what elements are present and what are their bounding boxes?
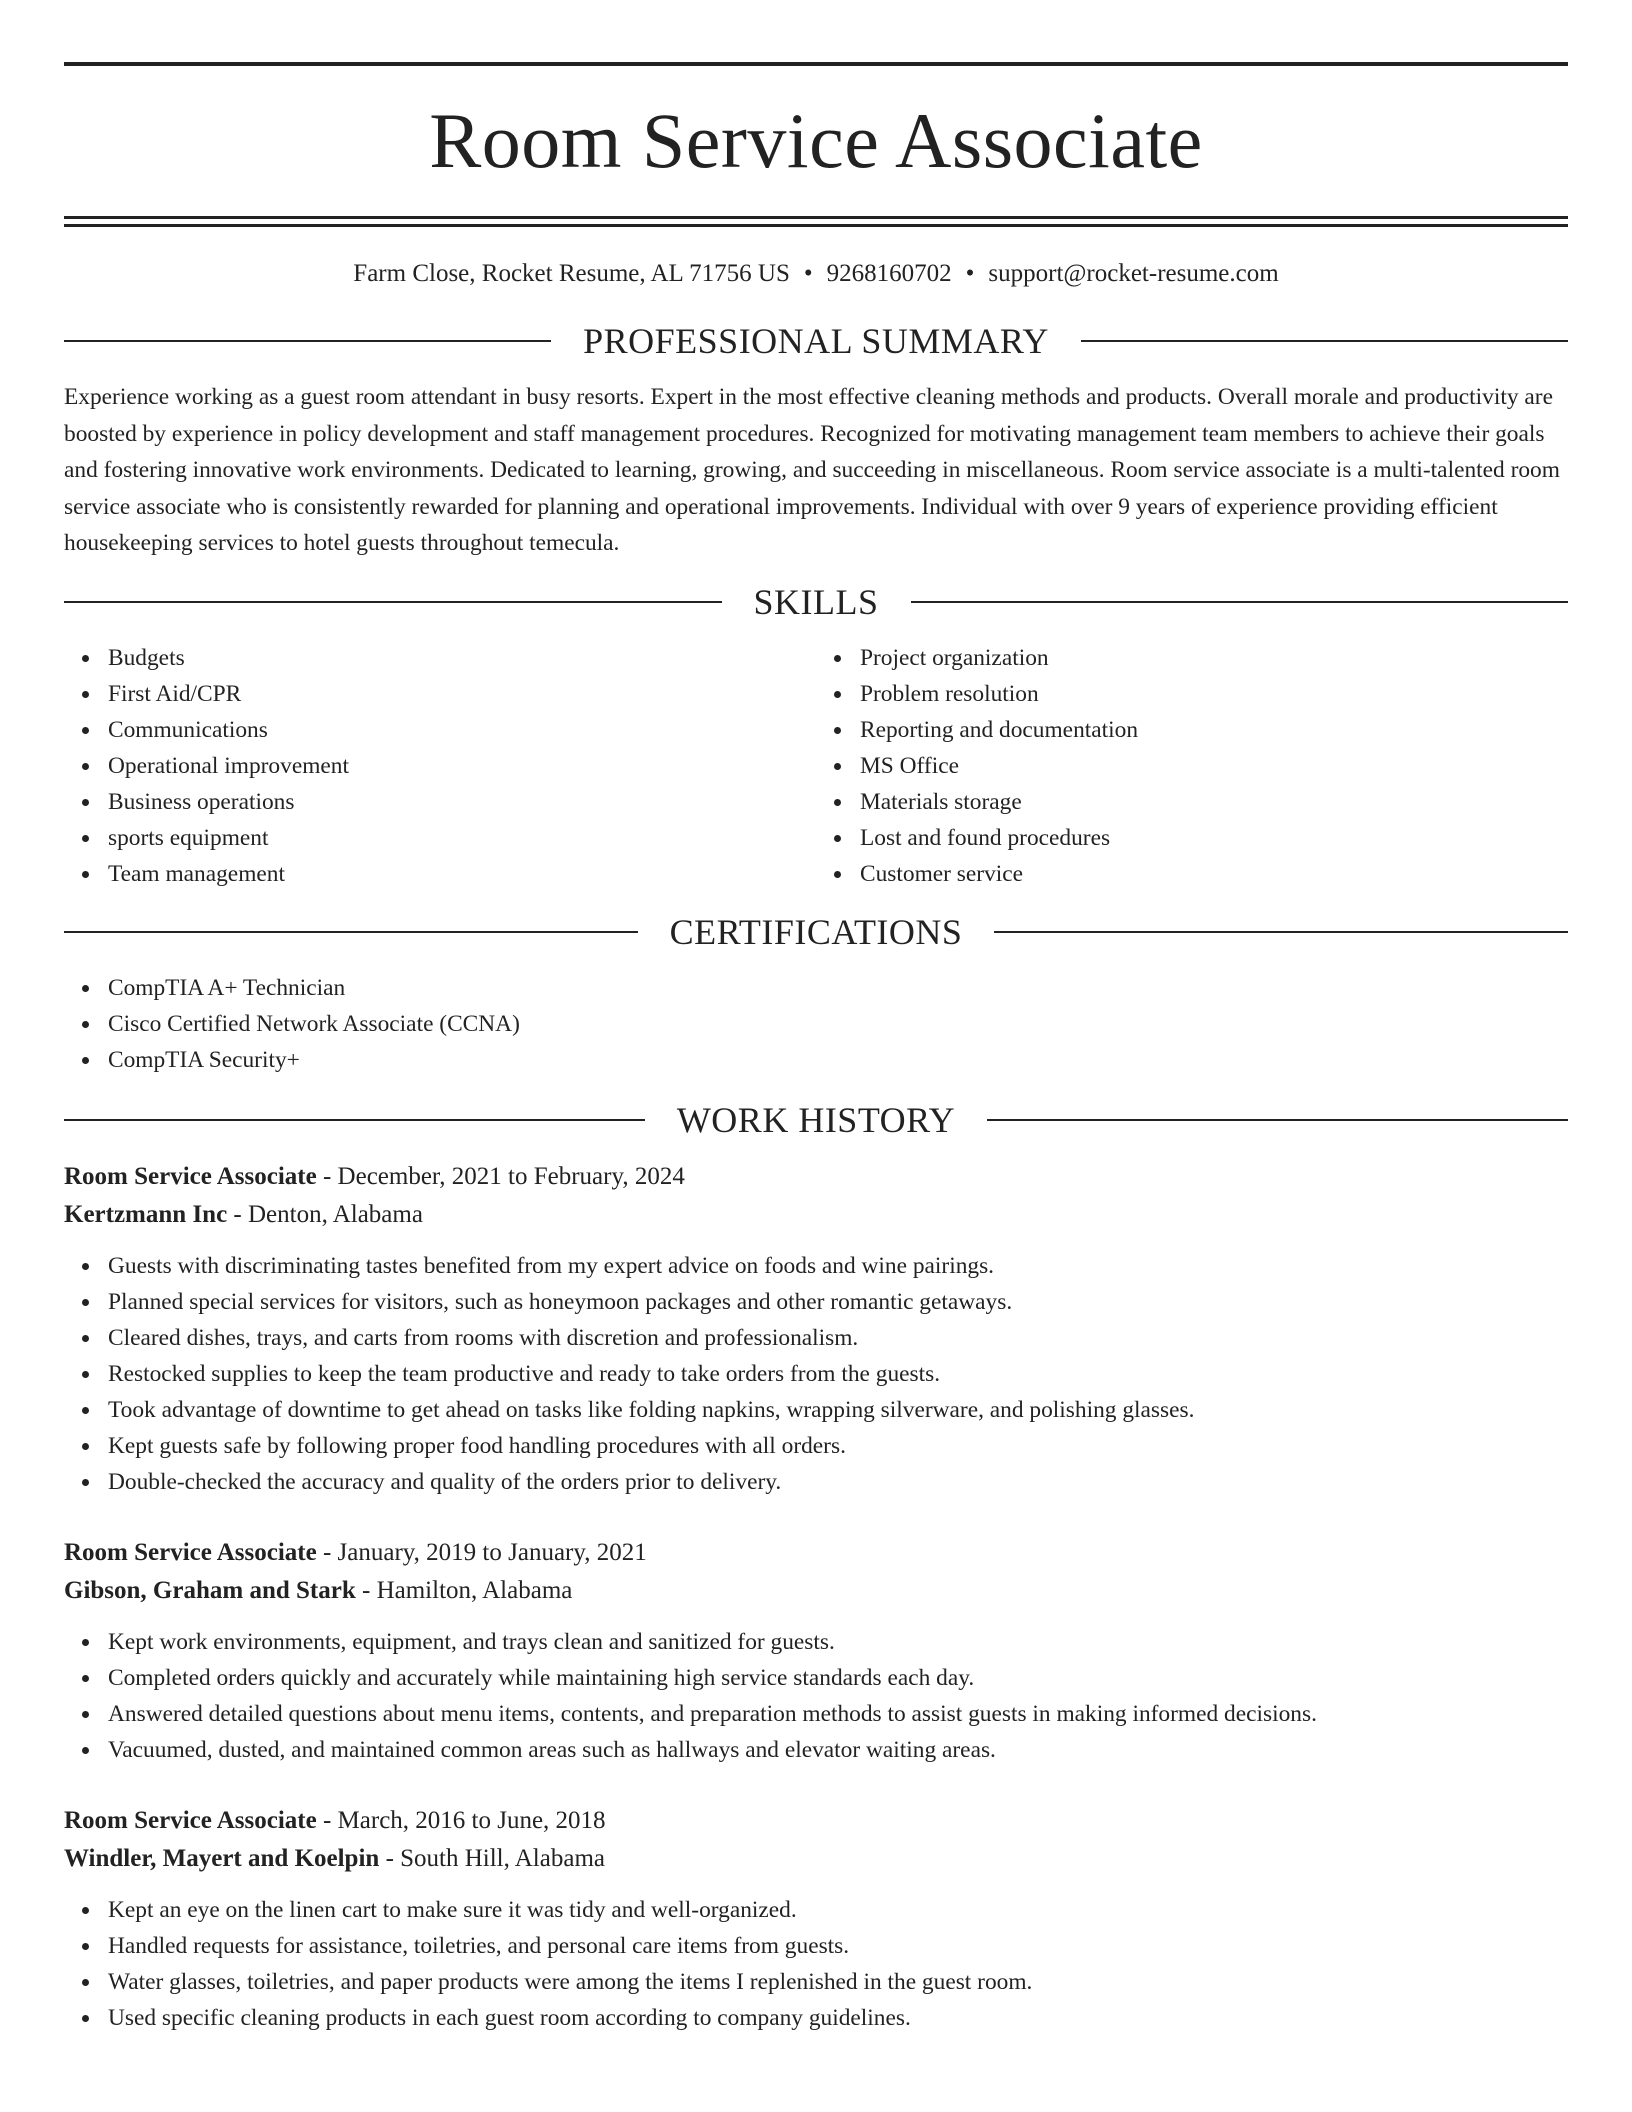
- heading-rule: [911, 601, 1569, 603]
- certifications-list: [64, 970, 1568, 1078]
- list-item: Water glasses, toiletries, and paper products were among the items I replenished in the guest room.: [108, 1964, 1568, 2000]
- list-item: Handled requests for assistance, toiletries, and personal care items from guests.: [108, 1928, 1568, 1964]
- list-item: sports equipment: [108, 820, 816, 856]
- job-company-line: [64, 1196, 1568, 1234]
- job-dates: - January, 2019 to January, 2021: [316, 1538, 647, 1566]
- list-item: Kept guests safe by following proper food handling procedures with all orders.: [108, 1428, 1568, 1464]
- skills-column-left: [64, 640, 816, 892]
- section-heading-summary: [64, 323, 1568, 359]
- list-item: Completed orders quickly and accurately while maintaining high service standards each day.: [108, 1660, 1568, 1696]
- list-item: Used specific cleaning products in each guest room according to company guidelines.: [108, 2000, 1568, 2036]
- section-title-skills: SKILLS: [753, 581, 879, 622]
- list-item: Business operations: [108, 784, 816, 820]
- heading-rule: [64, 1119, 645, 1121]
- job-bullets: [64, 1624, 1568, 1768]
- job-title-line: [64, 1534, 1568, 1572]
- skills-list: [64, 640, 1568, 892]
- job-company: Kertzmann Inc: [64, 1200, 228, 1228]
- list-item: CompTIA Security+: [108, 1042, 1568, 1078]
- job-location: - Hamilton, Alabama: [355, 1576, 573, 1604]
- section-title-work-history: WORK HISTORY: [676, 1099, 956, 1140]
- list-item: Double-checked the accuracy and quality of the orders prior to delivery.: [108, 1464, 1568, 1500]
- job-dates: - December, 2021 to February, 2024: [316, 1162, 685, 1190]
- job-title: Room Service Associate: [64, 1538, 317, 1566]
- section-heading-work-history: [64, 1099, 1568, 1140]
- list-item: Cisco Certified Network Associate (CCNA): [108, 1006, 1568, 1042]
- heading-rule: [64, 340, 551, 342]
- list-item: Team management: [108, 856, 816, 892]
- job-company-line: [64, 1572, 1568, 1610]
- section-heading-certifications: [64, 911, 1568, 952]
- list-item: Kept an eye on the linen cart to make sure it was tidy and well-organized.: [108, 1892, 1568, 1928]
- job-bullets: [64, 1248, 1568, 1500]
- job-title: Room Service Associate: [64, 1806, 317, 1834]
- page-title: Room Service Associate: [429, 97, 1203, 184]
- contact-email: support@rocket-resume.com: [988, 260, 1279, 287]
- list-item: MS Office: [860, 748, 1568, 784]
- list-item: CompTIA A+ Technician: [108, 970, 1568, 1006]
- contact-separator: •: [803, 260, 813, 287]
- list-item: Planned special services for visitors, such as honeymoon packages and other romantic getaways.: [108, 1284, 1568, 1320]
- heading-rule: [1081, 340, 1568, 342]
- top-rule: [64, 62, 1568, 66]
- heading-rule: [987, 1119, 1568, 1121]
- heading-rule: [64, 931, 638, 933]
- contact-address: Farm Close, Rocket Resume, AL 71756 US: [353, 260, 790, 287]
- heading-rule: [994, 931, 1568, 933]
- job-entry: [64, 1802, 1568, 2036]
- job-dates: - March, 2016 to June, 2018: [316, 1806, 606, 1834]
- list-item: Materials storage: [860, 784, 1568, 820]
- list-item: Guests with discriminating tastes benefited from my expert advice on foods and wine pairings.: [108, 1248, 1568, 1284]
- list-item: Answered detailed questions about menu items, contents, and preparation methods to assist guests in making informed decisions.: [108, 1696, 1568, 1732]
- list-item: Cleared dishes, trays, and carts from rooms with discretion and professionalism.: [108, 1320, 1568, 1356]
- section-title-summary: PROFESSIONAL SUMMARY: [583, 321, 1049, 361]
- job-title: Room Service Associate: [64, 1162, 317, 1190]
- list-item: Restocked supplies to keep the team productive and ready to take orders from the guests.: [108, 1356, 1568, 1392]
- job-title-line: [64, 1158, 1568, 1196]
- list-item: Kept work environments, equipment, and trays clean and sanitized for guests.: [108, 1624, 1568, 1660]
- job-location: - South Hill, Alabama: [379, 1844, 605, 1872]
- job-location: - Denton, Alabama: [227, 1200, 423, 1228]
- list-item: Communications: [108, 712, 816, 748]
- section-heading-skills: [64, 581, 1568, 622]
- contact-separator: •: [965, 260, 975, 287]
- title-double-rule: [64, 216, 1568, 227]
- job-company: Gibson, Graham and Stark: [64, 1576, 356, 1604]
- section-title-certifications: CERTIFICATIONS: [669, 911, 963, 952]
- contact-line: [64, 259, 1568, 289]
- skills-column-right: [816, 640, 1568, 892]
- job-bullets: [64, 1892, 1568, 2036]
- list-item: Project organization: [860, 640, 1568, 676]
- contact-phone: 9268160702: [826, 260, 952, 287]
- list-item: Vacuumed, dusted, and maintained common areas such as hallways and elevator waiting areas.: [108, 1732, 1568, 1768]
- job-title-line: [64, 1802, 1568, 1840]
- summary-text: Experience working as a guest room attendant in busy resorts. Expert in the most effective cleaning methods and products. Overall morale and productivity are boosted by experience in policy development and staff management procedures. Recognized for motivating management team members to achieve their goals and fostering innovative work environments. Dedicated to learning, growing, and succeeding in miscellaneous. Room service associate is a multi-talented room service associate who is consistently rewarded for planning and operational improvements. Individual with over 9 years of experience providing efficient housekeeping services to hotel guests throughout temecula.: [64, 384, 1560, 556]
- list-item: Reporting and documentation: [860, 712, 1568, 748]
- list-item: First Aid/CPR: [108, 676, 816, 712]
- list-item: Operational improvement: [108, 748, 816, 784]
- list-item: Took advantage of downtime to get ahead on tasks like folding napkins, wrapping silverware, and polishing glasses.: [108, 1392, 1568, 1428]
- list-item: Lost and found procedures: [860, 820, 1568, 856]
- list-item: Budgets: [108, 640, 816, 676]
- list-item: Problem resolution: [860, 676, 1568, 712]
- job-company: Windler, Mayert and Koelpin: [64, 1844, 380, 1872]
- list-item: Customer service: [860, 856, 1568, 892]
- job-entry: [64, 1158, 1568, 1500]
- job-entry: [64, 1534, 1568, 1768]
- heading-rule: [64, 601, 722, 603]
- job-company-line: [64, 1840, 1568, 1878]
